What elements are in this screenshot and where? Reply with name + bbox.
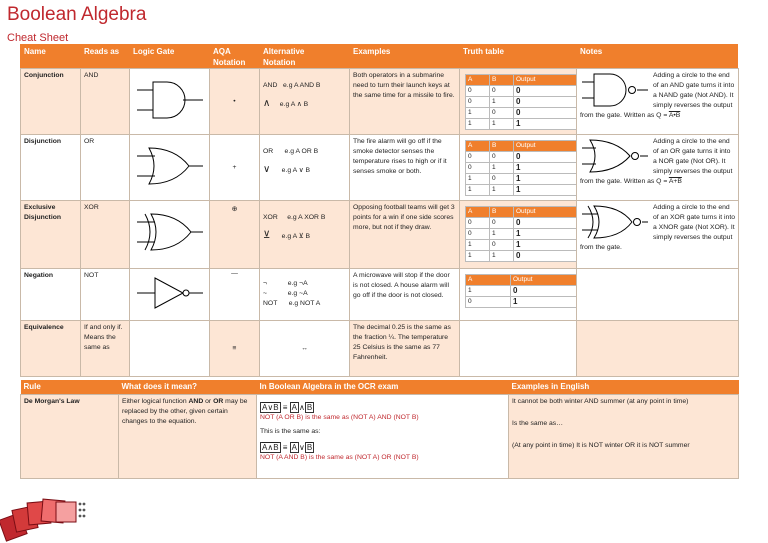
header-english: Examples in English bbox=[509, 380, 739, 395]
not-gate-icon bbox=[130, 269, 210, 321]
xor-gate-icon bbox=[130, 201, 210, 269]
notes-and: Adding a circle to the end of an AND gate turns it into a NAND gate (Not AND). It simply reverses the output from the gate. Written as Q = A•B bbox=[577, 69, 739, 135]
de-morgan-table bbox=[20, 380, 739, 479]
truth-table-or: A B Output 0 0 0 0 1 1 1 0 1 1 1 1 bbox=[460, 135, 577, 201]
truth-table-xor: A B Output 0 0 0 0 1 1 1 0 1 1 1 0 bbox=[460, 201, 577, 269]
row-negation bbox=[21, 269, 739, 321]
row-name: Equivalence bbox=[21, 321, 81, 377]
row-reads-as: If and only if. Means the same as bbox=[81, 321, 130, 377]
row-name: Conjunction bbox=[21, 69, 81, 135]
notes-or: Adding a circle to the end of an OR gate turns it into a NOR gate (Not OR). It simply reverses the output from the gate. Written as Q = A+B bbox=[577, 135, 739, 201]
notes-xor: Adding a circle to the end of an XOR gate turns it into a XNOR gate (Not XOR). It simply reverses the output from the gate. bbox=[577, 201, 739, 269]
alt-notation: ¬ e.g ¬A ~ e.g ~A NOT e.g NOT A bbox=[260, 269, 350, 321]
nor-gate-icon bbox=[580, 137, 650, 175]
nand-gate-icon bbox=[580, 71, 650, 109]
and-gate-icon bbox=[130, 69, 210, 135]
truth-table-and: A B Output 0 0 0 0 1 0 1 0 0 1 1 1 bbox=[460, 69, 577, 135]
row-name: Exclusive Disjunction bbox=[21, 201, 81, 269]
aqa-notation: ≡ bbox=[210, 321, 260, 377]
english-examples: It cannot be both winter AND summer (at any point in time) Is the same as… (At any point in time) It is NOT winter OR it is NOT summer bbox=[509, 395, 739, 479]
example-text: Both operators in a submarine need to turn their launch keys at the same time for a missile to fire. bbox=[350, 69, 460, 135]
row-equivalence bbox=[21, 321, 739, 377]
header-alt-notation: Alternative Notation bbox=[263, 47, 305, 67]
rule-name: De Morgan's Law bbox=[21, 395, 119, 479]
alt-notation: AND e.g A AND B ∧ e.g A ∧ B bbox=[260, 69, 350, 135]
header-rule: Rule bbox=[21, 380, 119, 395]
header-aqa-notation: AQA Notation bbox=[213, 47, 246, 67]
example-text: Opposing football teams will get 3 points for a win if one side scores more, but not if they draw. bbox=[350, 201, 460, 269]
notes-not bbox=[577, 269, 739, 321]
boolean-table bbox=[20, 68, 739, 377]
header-examples: Examples bbox=[353, 47, 391, 56]
example-text: The fire alarm will go off if the smoke detector senses the temperature rises to high or if it senses smoke or both. bbox=[350, 135, 460, 201]
xnor-gate-icon bbox=[580, 203, 650, 241]
header-ocr: In Boolean Algebra in the OCR exam bbox=[257, 380, 509, 395]
row-reads-as: XOR bbox=[81, 201, 130, 269]
row-reads-as: NOT bbox=[81, 269, 130, 321]
alt-notation: OR e.g A OR B ∨ e.g A ∨ B bbox=[260, 135, 350, 201]
example-text: The decimal 0.25 is the same as the fraction ¼. The temperature 25 Celsius is the same as 77 Fahrenheit. bbox=[350, 321, 460, 377]
header-what: What does it mean? bbox=[119, 380, 257, 395]
header-notes: Notes bbox=[580, 47, 603, 56]
header-name: Name bbox=[24, 47, 46, 56]
rule-meaning: Either logical function AND or OR may be replaced by the other, given certain changes to the equation. bbox=[119, 395, 257, 479]
ocr-expressions: A∨B ≡ $\overline{A}$ ∧ $\overline{B}$ NOT (A OR B) is the same as (NOT A) AND (NOT B) This is the same as: A∧B ≡ $\overline{A}$ ∨ $\overline{B}$ NOT (A AND B) is the same as (NOT A) OR (NOT B) bbox=[257, 395, 509, 479]
row-reads-as: OR bbox=[81, 135, 130, 201]
alt-notation: ↔ bbox=[260, 321, 350, 377]
row-name: Negation bbox=[21, 269, 81, 321]
aqa-notation: • bbox=[210, 69, 260, 135]
row-disjunction bbox=[21, 135, 739, 201]
header-logic-gate: Logic Gate bbox=[133, 47, 175, 56]
row-conjunction bbox=[21, 69, 739, 135]
truth-table-not: A Output 1 0 0 1 bbox=[460, 269, 577, 321]
logic-gates-logo bbox=[0, 490, 90, 543]
alt-notation: XOR e.g A XOR B ⊻ e.g A ⊻ B bbox=[260, 201, 350, 269]
aqa-notation: + bbox=[210, 135, 260, 201]
example-text: A microwave will stop if the door is not closed. A house alarm will go off if the door is not closed. bbox=[350, 269, 460, 321]
row-reads-as: AND bbox=[81, 69, 130, 135]
or-gate-icon bbox=[130, 135, 210, 201]
header-reads-as: Reads as bbox=[84, 47, 120, 56]
aqa-notation: — bbox=[210, 269, 260, 321]
aqa-notation: ⊕ bbox=[210, 201, 260, 269]
row-name: Disjunction bbox=[21, 135, 81, 201]
header-truth-table: Truth table bbox=[463, 47, 504, 56]
page-title: Boolean Algebra bbox=[7, 4, 147, 25]
page-subtitle: Cheat Sheet bbox=[7, 32, 69, 44]
row-exclusive-disjunction bbox=[21, 201, 739, 269]
